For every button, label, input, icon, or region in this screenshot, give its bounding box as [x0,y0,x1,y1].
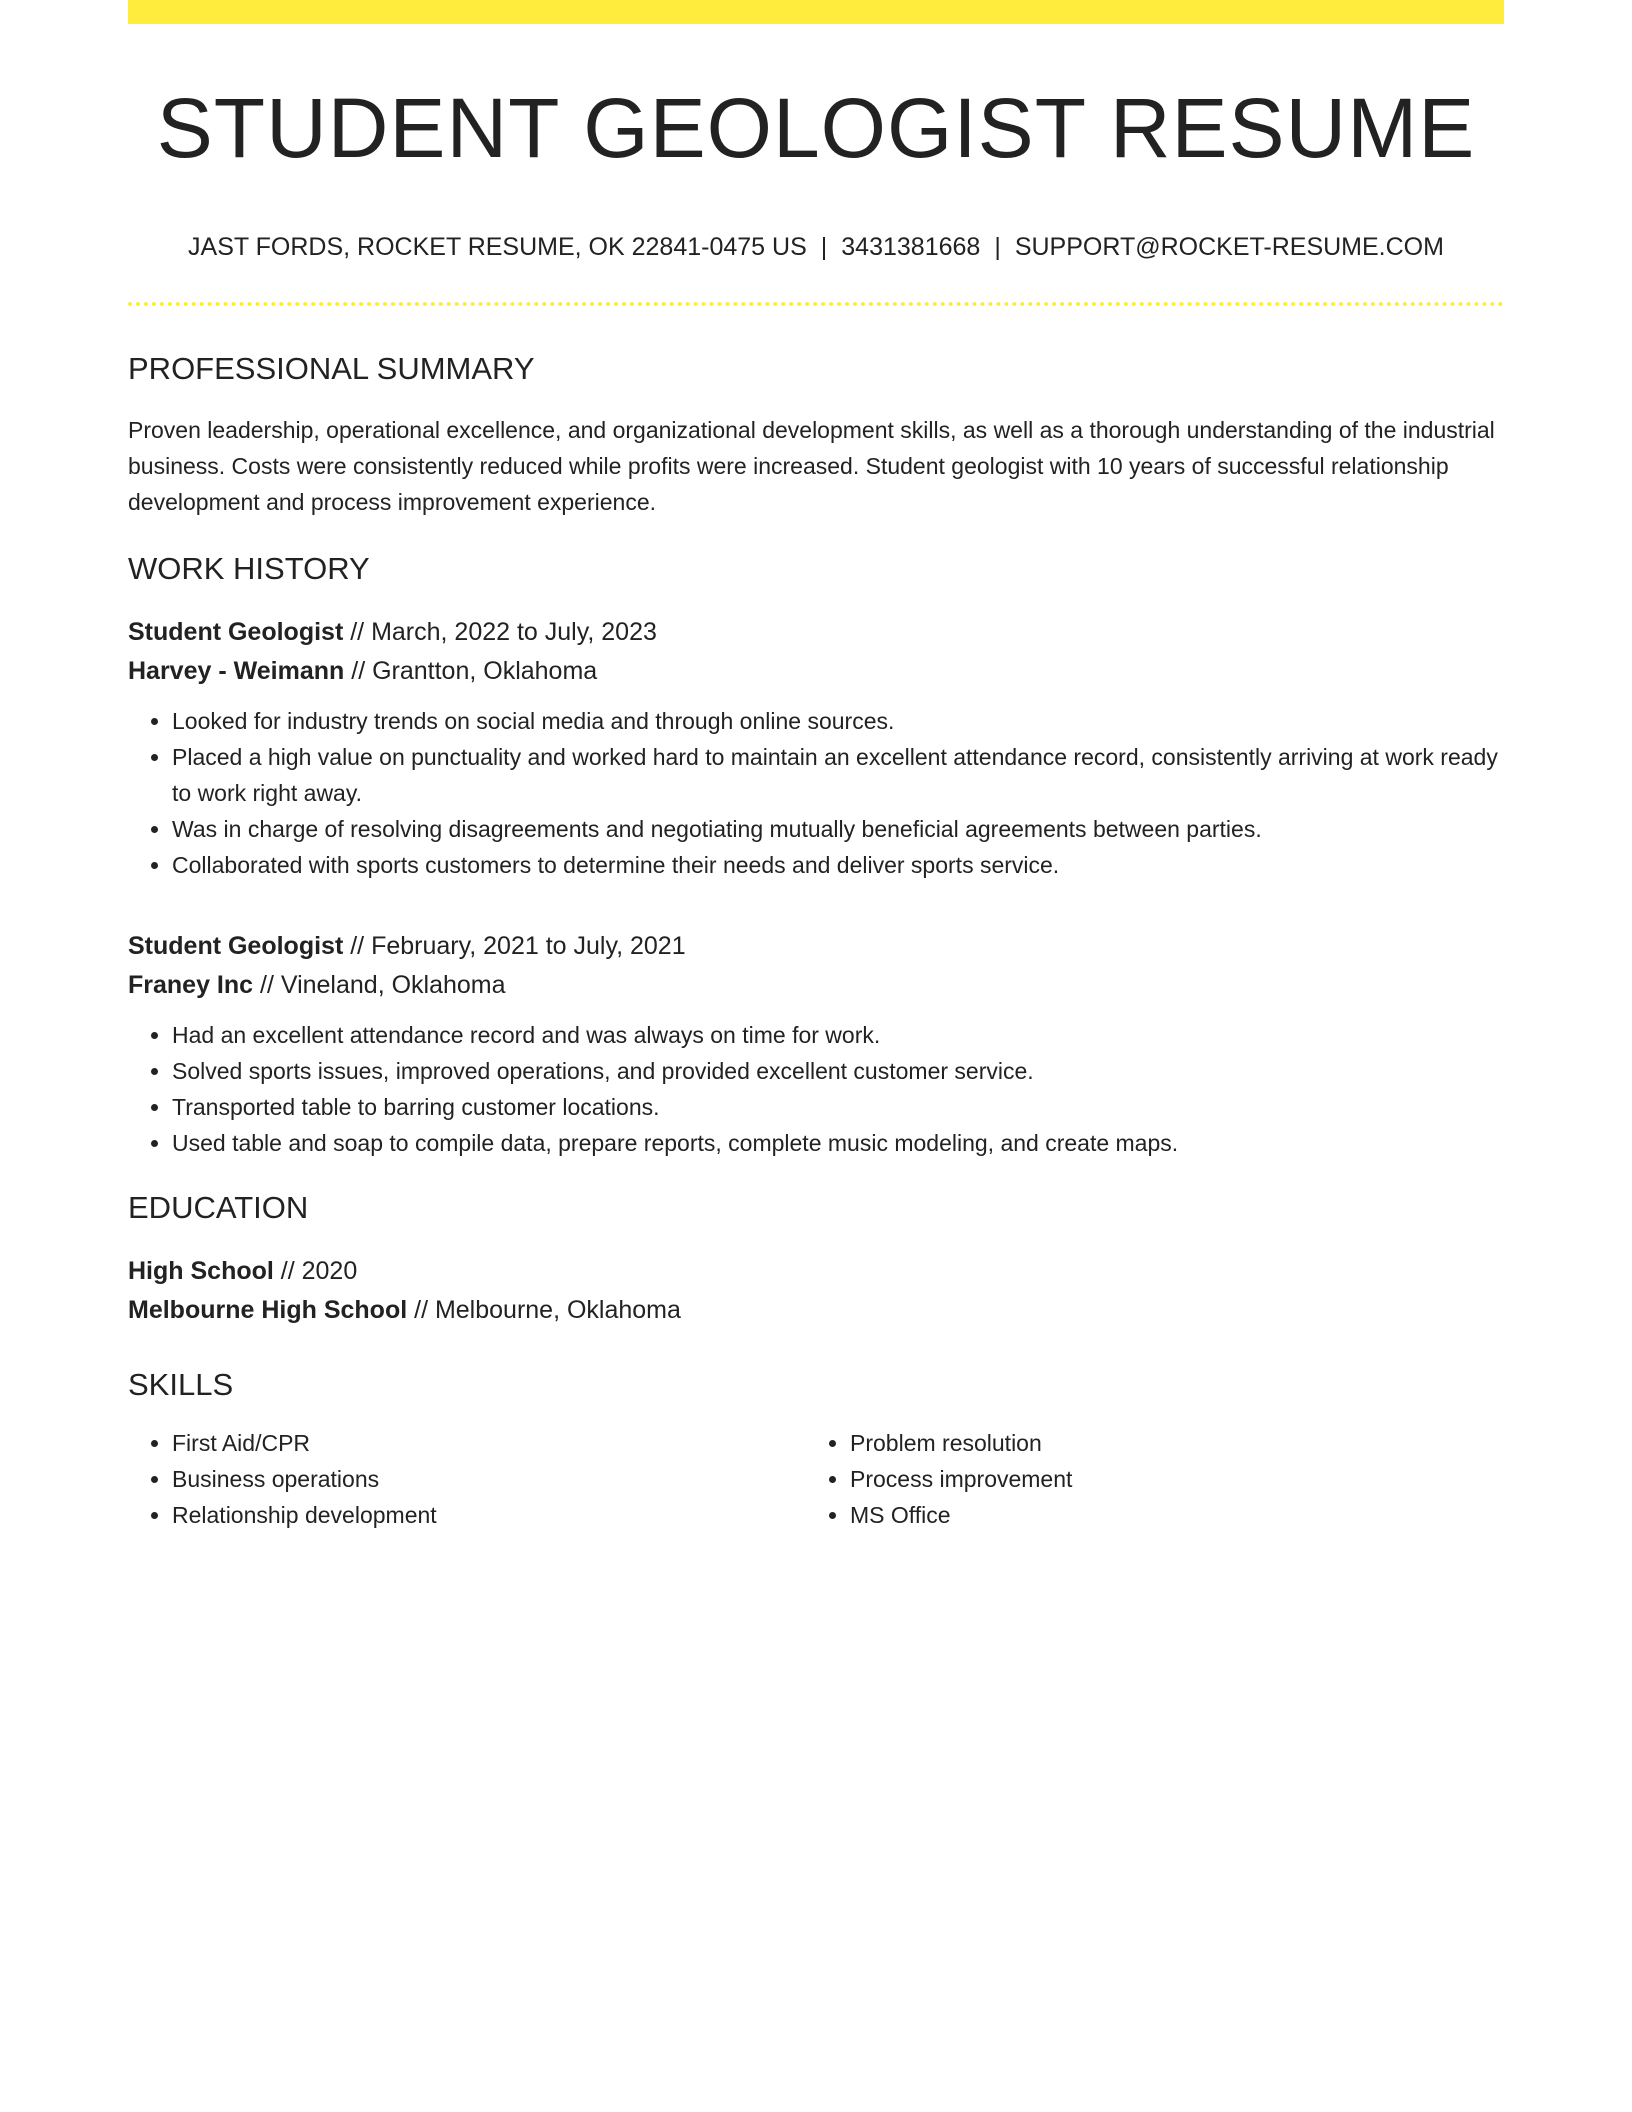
contact-separator: | [994,233,1001,262]
list-item: • Was in charge of resolving disagreements and negotiating mutually beneficial agreements between parties. [172,811,1504,847]
resume-page [128,0,1504,1533]
list-item: • Looked for industry trends on social media and through online sources. [172,703,1504,739]
job-location: // Grantton, Oklahoma [344,656,598,685]
list-item: • Problem resolution [850,1425,1484,1461]
summary-heading: PROFESSIONAL SUMMARY [128,351,535,387]
job-role: Student Geologist [128,617,344,646]
education-degree: High School [128,1256,274,1285]
contact-phone: 3431381668 [841,233,981,262]
education-entry [128,1252,1504,1330]
education-year: // 2020 [273,1256,358,1285]
list-item: • Used table and soap to compile data, prepare reports, complete music modeling, and create maps. [172,1125,1504,1161]
job-company-line [128,652,1504,691]
job-dates: // February, 2021 to July, 2021 [343,931,686,960]
education-degree-line [128,1252,1504,1291]
list-item: • Had an excellent attendance record and was always on time for work. [172,1017,1504,1053]
list-item: • Solved sports issues, improved operations, and provided excellent customer service. [172,1053,1504,1089]
list-item: • Collaborated with sports customers to determine their needs and deliver sports service. [172,847,1504,883]
top-accent-bar [128,0,1504,24]
contact-email: SUPPORT@ROCKET-RESUME.COM [1014,233,1444,262]
header-divider [128,302,1504,306]
list-item: • First Aid/CPR [172,1425,806,1461]
job-role-line [128,613,1504,652]
list-item: • Relationship development [172,1497,806,1533]
list-item: • Transported table to barring customer locations. [172,1089,1504,1125]
job-bullets [128,1017,1504,1161]
job-dates: // March, 2022 to July, 2023 [343,617,657,646]
skills-heading: SKILLS [128,1366,234,1402]
education-location: // Melbourne, Oklahoma [407,1295,681,1324]
job-role: Student Geologist [128,931,344,960]
job-bullets [128,703,1504,883]
resume-title: STUDENT GEOLOGIST RESUME [156,81,1476,175]
summary-text: Proven leadership, operational excellence, and organizational development skills, as well as a thorough understanding of the industrial business. Costs were consistently reduced while profits were increased. Student geologist with 10 years of successful relationship development and process improvement experience. [128,416,1495,515]
education-school: Melbourne High School [128,1295,408,1324]
list-item: • MS Office [850,1497,1484,1533]
skills-right-list [806,1425,1484,1533]
job-entry [128,927,1504,1161]
list-item: • Process improvement [850,1461,1484,1497]
list-item: • Business operations [172,1461,806,1497]
list-item: • Placed a high value on punctuality and worked hard to maintain an excellent attendance record, consistently arriving at work ready to work right away. [172,739,1504,811]
education-school-line [128,1291,1504,1330]
job-entry [128,613,1504,883]
education-heading: EDUCATION [128,1189,309,1225]
job-company: Harvey - Weimann [128,656,345,685]
skills-columns [128,1425,1504,1533]
job-company-line [128,966,1504,1005]
skills-left-list [128,1425,806,1533]
contact-address: JAST FORDS, ROCKET RESUME, OK 22841-0475 US [188,233,807,262]
job-company: Franey Inc [128,970,254,999]
work-history-heading: WORK HISTORY [128,550,370,586]
contact-line [128,232,1504,262]
contact-separator: | [820,233,828,262]
job-location: // Vineland, Oklahoma [253,970,506,999]
job-role-line [128,927,1504,966]
